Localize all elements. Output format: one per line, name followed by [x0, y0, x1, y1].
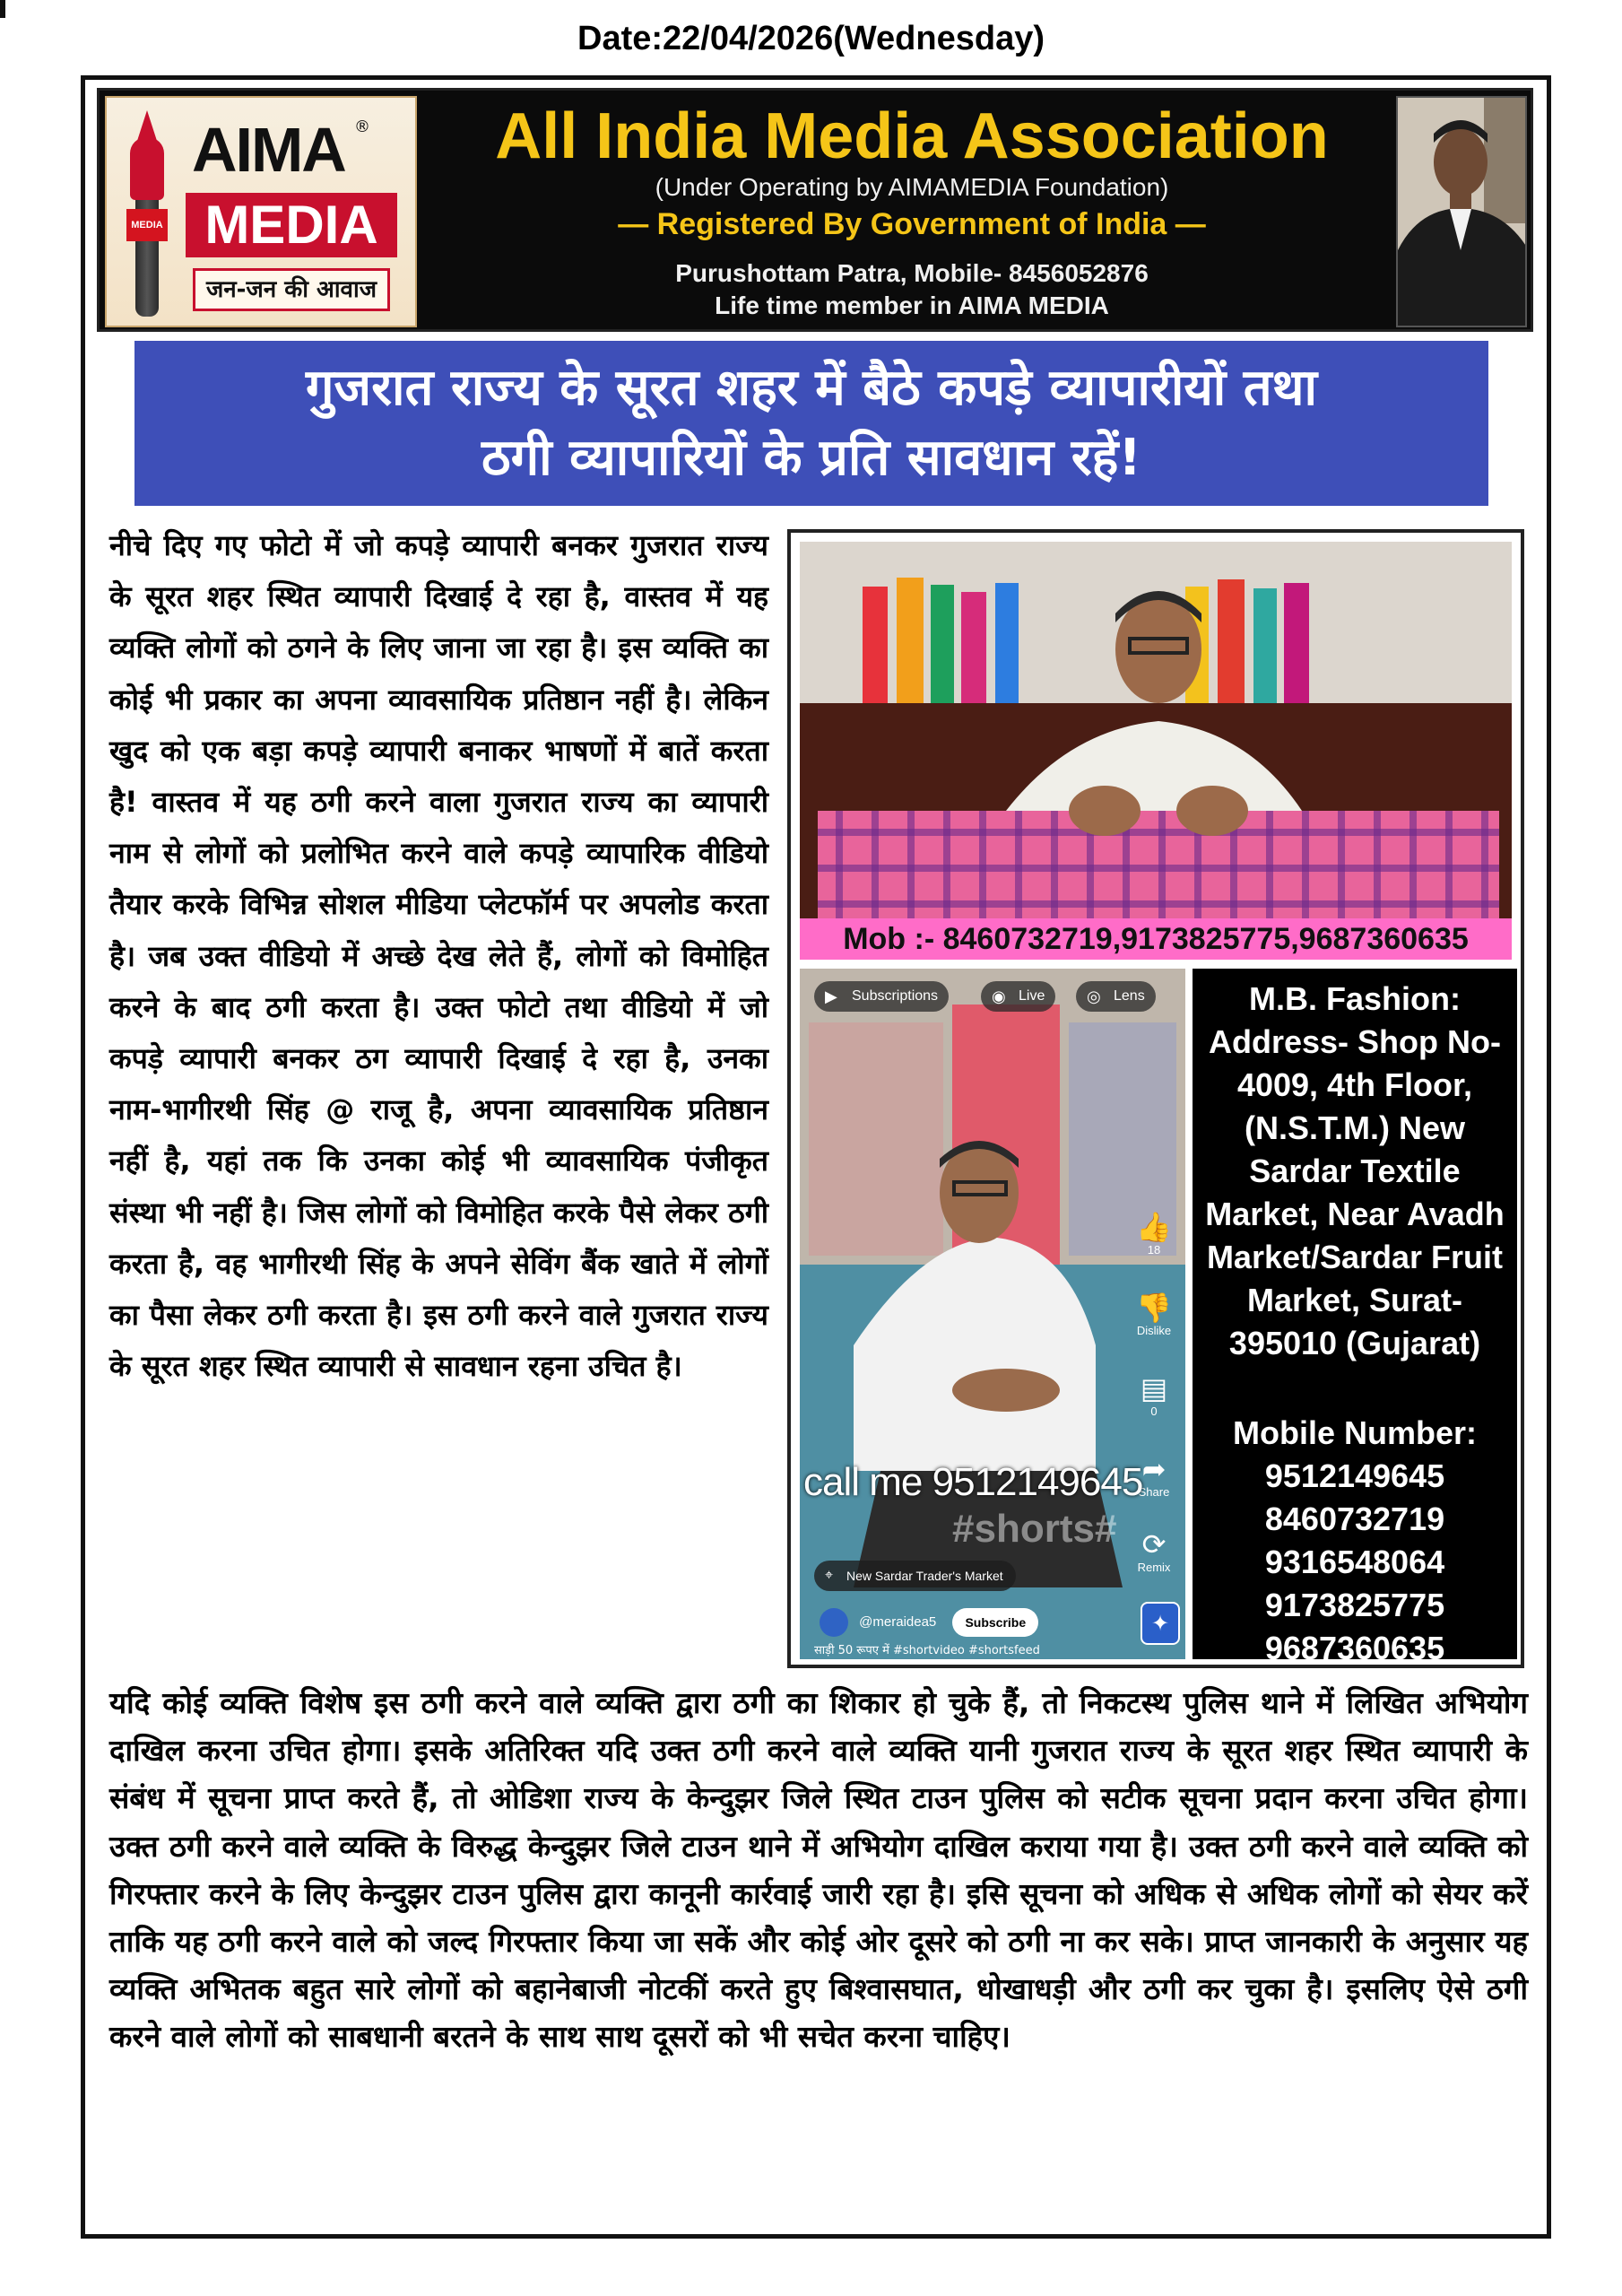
business-info-panel [1193, 969, 1517, 1666]
lens-icon: ◎ [1087, 987, 1101, 1005]
mobile-number: 9687360635 [1264, 1630, 1445, 1666]
logo-tagline: जन-जन की आवाज [193, 268, 390, 311]
microphone-icon [126, 110, 168, 317]
banner-title: All India Media Association [495, 100, 1329, 172]
mic-tag: MEDIA [126, 209, 168, 241]
header-banner [97, 88, 1533, 332]
headline-line-2: ठगी व्यापारियों के प्रति सावधान रहें! [481, 429, 1141, 487]
logo-brand: AIMA [192, 115, 345, 185]
dislike-button[interactable] [1132, 1292, 1176, 1337]
like-button[interactable] [1132, 1211, 1176, 1257]
remix-button[interactable] [1132, 1528, 1176, 1574]
remix-label: Remix [1137, 1561, 1171, 1574]
chip-lens-label: Lens [1114, 988, 1145, 1004]
location-label: New Sardar Trader's Market [846, 1569, 1003, 1583]
share-label: Share [1138, 1485, 1170, 1499]
subscribe-button[interactable]: Subscribe [952, 1608, 1038, 1637]
chip-subscriptions[interactable] [814, 981, 949, 1012]
registered-mark: ® [354, 117, 370, 136]
chip-lens[interactable] [1076, 981, 1156, 1012]
location-chip[interactable] [814, 1561, 1016, 1591]
mobile-numbers-bar: Mob :- 8460732719,9173825775,9687360635 [800, 918, 1512, 960]
suspect-photo-icon [800, 542, 1512, 933]
video-screenshot [800, 969, 1185, 1659]
share-icon: ➦ [1141, 1453, 1167, 1485]
suspect-photo-showroom [800, 542, 1512, 933]
logo-media: MEDIA [186, 193, 397, 257]
dislike-label: Dislike [1136, 1324, 1172, 1337]
location-pin-icon: ⌖ [825, 1568, 834, 1583]
video-caption: साड़ी 50 रूपए में #shortvideo #shortsfeed [814, 1644, 1040, 1657]
business-address: M.B. Fashion: Address- Shop No-4009, 4th Floor, (N.S.T.M.) New Sardar Textile Market, Near Avadh Market/Sardar Fruit Market, Surat-395010 (Gujarat) [1205, 980, 1505, 1361]
channel-row [820, 1605, 1038, 1639]
shorts-watermark: #shorts# [952, 1507, 1117, 1551]
person-portrait-icon [1398, 98, 1527, 327]
mobile-number-title: Mobile Number: [1232, 1414, 1477, 1451]
date-line: Date:22/04/2026(Wednesday) [577, 20, 1045, 57]
comment-button[interactable] [1132, 1372, 1176, 1418]
comment-count: 0 [1150, 1405, 1158, 1418]
chip-subscriptions-label: Subscriptions [852, 988, 939, 1004]
corner-mark [0, 0, 5, 18]
thumbs-down-icon: 👎 [1136, 1292, 1172, 1324]
headline-box [134, 341, 1488, 506]
comment-icon: ▤ [1140, 1372, 1168, 1405]
channel-avatar[interactable] [820, 1608, 848, 1637]
evidence-photo-box [787, 529, 1524, 1668]
remix-icon: ⟳ [1141, 1528, 1167, 1561]
thumbs-up-icon: 👍 [1136, 1211, 1172, 1243]
call-me-overlay: call me 9512149645 [803, 1460, 1143, 1504]
headline-line-1: गुजरात राज्य के सूरत शहर में बैठे कपड़े व्यापारीयों तथा [305, 359, 1318, 417]
left-paragraph: नीचे दिए गए फोटो में जो कपड़े व्यापारी बनकर गुजरात राज्य के सूरत शहर स्थित व्यापारी दिखाई दे रहा है, वास्तव में यह व्यक्ति लोगों को ठगने के लिए जाना जा रहा है। इस व्यक्ति का कोई भी प्रकार का अपना व्यावसायिक प्रतिष्ठान नहीं है। लेकिन खुद को एक बड़ा कपड़े व्यापारी बनाकर भाषणों में बातें करता है! वास्तव में यह ठगी करने वाला गुजरात राज्य का व्यापारी नाम से लोगों को प्रलोभित करने वाले कपड़े व्यापारिक वीडियो तैयार करके विभिन्न सोशल मीडिया प्लेटफॉर्म पर अपलोड करता है। जब उक्त वीडियो में अच्छे देख लेते हैं, लोगों को विमोहित करने के बाद ठगी करता है। उक्त फोटो तथा वीडियो में जो कपड़े व्यापारी बनकर ठग व्यापारी दिखाई दे रहा है, उनका नाम-भागीरथी सिंह @ राजू है, अपना व्यावसायिक प्रतिष्ठान नहीं है, यहां तक कि उनका कोई भी व्यावसायिक पंजीकृत संस्था भी नहीं है। जिस लोगों को विमोहित करके पैसे लेकर ठगी करता है, वह भागीरथी सिंह के अपने सेविंग बैंक खाते में लोगों का पैसा लेकर ठगी करता है। इस ठगी करने वाले गुजरात राज्य के सूरत शहर स्थित व्यापारी से सावधान रहना उचित है। [109, 528, 768, 1384]
banner-subtitle: (Under Operating by AIMAMEDIA Foundation) [655, 173, 1169, 201]
headline-text [134, 353, 1488, 493]
chip-live[interactable] [981, 981, 1055, 1012]
like-count: 18 [1147, 1243, 1161, 1257]
banner-registered: — Registered By Government of India — [618, 207, 1206, 241]
mobile-number: 9173825775 [1264, 1587, 1445, 1623]
mobile-number: 8460732719 [1264, 1500, 1445, 1537]
aima-media-logo [105, 96, 417, 327]
bottom-paragraph: यदि कोई व्यक्ति विशेष इस ठगी करने वाले व्यक्ति द्वारा ठगी का शिकार हो चुके हैं, तो निकटस्थ पुलिस थाने में लिखित अभियोग दाखिल करना उचित होगा। इसके अतिरिक्त यदि उक्त ठगी करने वाले व्यक्ति यानी गुजरात राज्य के सूरत शहर स्थित व्यापारी के संबंध में सूचना प्राप्त करते हैं, तो ओडिशा राज्य के केन्दुझर जिले स्थित टाउन पुलिस को सटीक सूचना प्रदान करना उचित होगा। उक्त ठगी करने वाले व्यक्ति के विरुद्ध केन्दुझर जिले टाउन थाने में अभियोग दाखिल कराया गया है। उक्त ठगी करने वाले व्यक्ति को गिरफ्तार करने के लिए केन्दुझर टाउन पुलिस द्वारा कानूनी कार्रवाई जारी रहा है। इसि सूचना को अधिक से अधिक लोगों को सेयर करें ताकि यह ठगी करने वाले को जल्द गिरफ्तार किया जा सकें और कोई ओर दूसरे को ठगी ना कर सके। प्राप्त जानकारी के अनुसार यह व्यक्ति अभितक बहुत सारे लोगों को बहानेबाजी नोटकीं करते हुए बिश्वासघात, धोखाधड़ी और ठगी कर चुका है। इसलिए ऐसे ठगी करने वाले लोगों को साबधानी बरतने के साथ साथ दूसरों को भी सचेत करना चाहिए। [109, 1685, 1528, 2055]
app-launcher-icon[interactable]: ✦ [1141, 1602, 1180, 1645]
live-icon: ◉ [992, 987, 1006, 1005]
mobile-number: 9512149645 [1264, 1457, 1445, 1494]
channel-handle[interactable]: @meraidea5 [859, 1614, 937, 1630]
mobile-number: 9316548064 [1264, 1544, 1445, 1580]
member-portrait [1396, 96, 1527, 327]
video-scene-icon [800, 969, 1185, 1659]
subscriptions-icon: ▶ [825, 987, 837, 1005]
banner-member-status: Life time member in AIMA MEDIA [715, 291, 1109, 319]
chip-live-label: Live [1019, 988, 1045, 1004]
banner-member-name: Purushottam Patra, Mobile- 8456052876 [675, 259, 1149, 287]
